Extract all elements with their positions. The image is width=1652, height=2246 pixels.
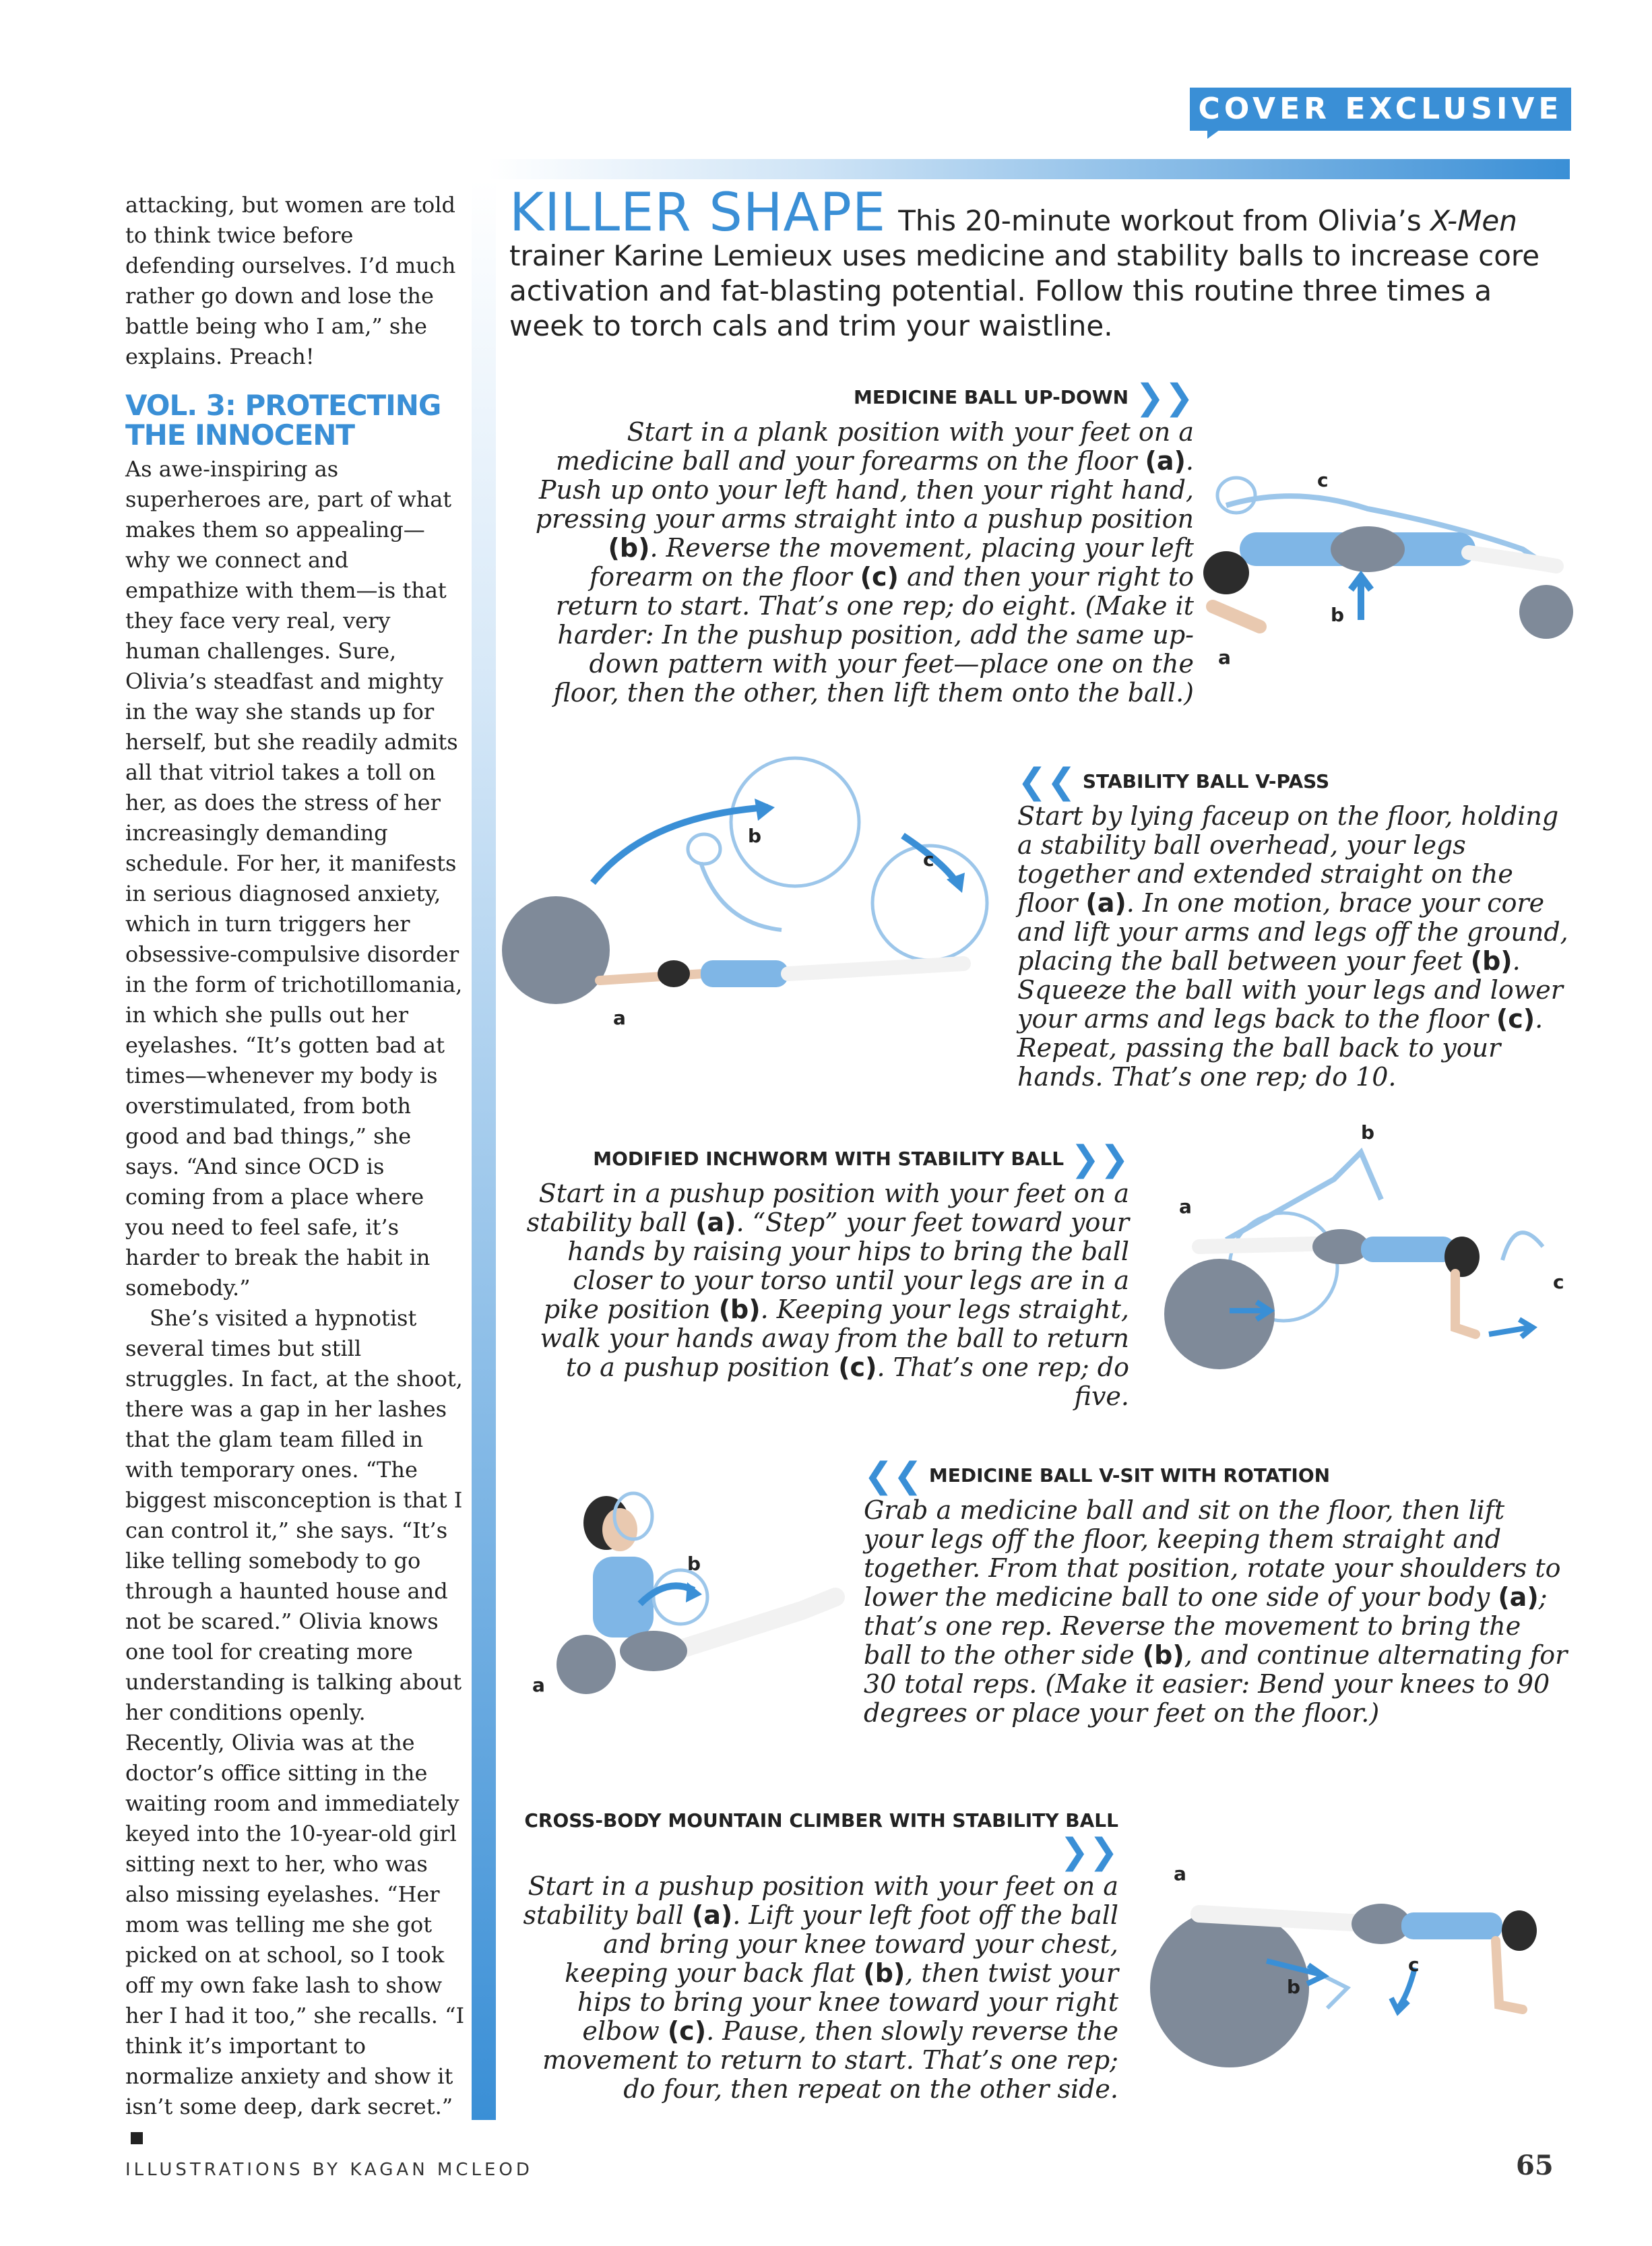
end-mark-icon [131,2132,143,2144]
medicine-ball-b-outline [654,1570,707,1624]
figure-hair [658,960,690,987]
exercise-5 [519,1809,1118,2104]
figure-hair [1203,551,1249,594]
figure-label-b: b [1331,604,1345,626]
badge-tail [1207,128,1222,139]
exercise-instructions: Start in a pushup position with your feet on a stability ball (a). Lift your left foot off the ball and bring your knee toward your chest, keeping your back flat (b), then twist your hips to bring your knee toward your right elbow (c). Pause, then slowly reverse the movement to return to start. That’s one rep; do four, then repeat on the other side. [523,1871,1118,2104]
stability-ball-b-outline [731,758,859,886]
page-number: 65 [1516,2150,1554,2181]
figure-torso [701,960,788,987]
figure-torso [1401,1912,1502,1939]
intro-text-2: trainer Karine Lemieux uses medicine and stability balls to increase core activation and fat-blasting potential. Follow this routine three times a week to torch cals and trim your waistline. [509,239,1540,342]
figure-head-outline [688,834,720,864]
stability-ball-a [502,896,610,1004]
arrow-curve-1 [593,807,768,883]
illustration-v-pass [499,748,997,1044]
figure-shorts [1312,1229,1369,1264]
figure-label-c: c [1317,469,1329,491]
figure-label-c: c [923,848,934,871]
arrow-head-icon [686,1582,702,1602]
exercise-instructions: Start by lying faceup on the floor, holding a stability ball overhead, your legs together and extended straight on the floor (a). In one motion, brace your core and lift your arms and legs off the ground, placing the ball between your feet (b). Squeeze the ball with your legs and lower your arms and legs back to the floor (c). Repeat, passing the ball back to your hands. That’s one rep; do 10. [1017,801,1568,1092]
figure-arms [1455,1274,1475,1334]
chevron-left-icon: ❮❮ [1017,761,1077,802]
figure-shorts [1331,526,1405,572]
exercise-title: MEDICINE BALL UP-DOWN ❯❯ [853,377,1194,418]
figure-legs [1469,553,1556,566]
figure-outline-c [1502,1233,1543,1260]
exercise-4 [864,1456,1571,1728]
chevron-right-icon: ❯❯ [1059,1832,1118,1872]
arrow-up-icon [1351,576,1371,620]
exercise-3 [526,1139,1129,1411]
article-left-column [125,190,466,2152]
exercise-title: CROSS-BODY MOUNTAIN CLIMBER WITH STABILITY BALL ❯❯ [524,1809,1118,1872]
section-heading: VOL. 3: PROTECTING THE INNOCENT [125,389,441,451]
medicine-ball [1519,585,1573,639]
sidebar-gradient-bar [472,179,496,2120]
figure-label-a: a [532,1674,545,1696]
figure-label-c: c [1408,1954,1420,1976]
figure-outline-b [701,863,782,930]
stability-ball-a [1164,1259,1275,1369]
figure-label-b: b [687,1553,701,1575]
figure-head-outline [1217,478,1255,513]
illustration-inchworm [1139,1112,1577,1375]
article-paragraph-text: She’s visited a hypnotist several times but still struggles. In fact, at the shoot, there was a gap in her lashes that the glam team filled in with temporary ones. “The biggest misconception is that I can control it,” she says. “It’s like telling somebody to go through a haunted house and not be scared.” Olivia knows one tool for creating more understanding is talking about her conditions openly. Recently, Olivia was at the doctor’s office sitting in the waiting room and immediately keyed into the 10-year-old girl sitting next to her, who was also missing eyelashes. “Her mom was telling me she got picked on at school, so I took off my own fake lash to show her I had it too,” she recalls. “I think it’s important to normalize anxiety and show it isn’t some deep, dark secret.” [125,1305,465,2119]
exercise-1 [516,377,1194,708]
figure-label-a: a [1174,1863,1186,1885]
figure-arms [1496,1941,1523,2009]
illustration-v-sit [519,1462,856,1712]
workout-intro [509,183,1560,344]
header-gradient-bar [488,159,1570,179]
stability-ball [1150,1908,1309,2067]
exercise-instructions: Start in a pushup position with your feet on a stability ball (a). “Step” your feet toward your hands by raising your hips to bring the ball closer to your torso until your legs are in a pike position (b). Keeping your legs straight, walk your hands away from the ball to return to a pushup position (c). That’s one rep; do five. [526,1179,1129,1411]
article-paragraph-last [125,1303,466,2152]
figure-hair [1502,1910,1537,1951]
intro-text-1: This 20-minute workout from Olivia’s [898,204,1422,237]
chevron-right-icon: ❯❯ [1135,377,1194,418]
medicine-ball-a [557,1635,616,1694]
workout-title: KILLER SHAPE [509,183,887,243]
figure-forearm [1213,606,1260,627]
figure-label-a: a [1179,1195,1192,1218]
figure-label-a: a [1218,646,1231,668]
figure-torso [1361,1237,1455,1262]
cover-exclusive-badge: COVER EXCLUSIVE [1190,88,1571,131]
exercise-title: ❮❮ STABILITY BALL V-PASS [1017,761,1330,802]
illustration-mountain-climber [1132,1833,1577,2076]
intro-movie-title: X-Men [1430,204,1517,237]
chevron-right-icon: ❯❯ [1070,1139,1129,1179]
figure-label-b: b [1361,1121,1375,1144]
exercise-2 [1017,761,1577,1092]
arrow-right-icon [1489,1319,1533,1337]
chevron-left-icon: ❮❮ [864,1456,923,1496]
article-paragraph: As awe-inspiring as superheroes are, part of what makes them so appealing—why we connect and empathize with them—is that they face very real, very human challenges. Sure, Olivia’s steadfast and mighty in the way she stands up for herself, but she readily admits all that vitriol takes a toll on her, as does the stress of her increasingly demanding schedule. For her, it manifests in serious diagnosed anxiety, which in turn triggers her obsessive-compulsive disorder in the form of trichotillomania, in which she pulls out her eyelashes. “It’s gotten bad at times—whenever my body is overstimulated, from both good and bad things,” she says. “And since OCD is coming from a place where you need to feel safe, it’s harder to break the habit in somebody.” [125,456,463,1301]
illustration-credit: ILLUSTRATIONS BY KAGAN MCLEOD [125,2160,533,2180]
article-paragraph: attacking, but women are told to think twice before defending ourselves. I’d much rather go down and lose the battle being who I am,” she explains. Preach! [125,192,456,369]
exercise-title: MODIFIED INCHWORM WITH STABILITY BALL ❯❯ [593,1139,1129,1179]
figure-hair [1444,1237,1480,1277]
figure-shorts [620,1631,687,1671]
figure-legs [1199,1914,1374,1924]
figure-label-b: b [748,825,762,847]
figure-legs [788,964,963,974]
exercise-instructions: Grab a medicine ball and sit on the floor, then lift your legs off the floor, keeping them straight and together. From that position, rotate your shoulders to lower the medicine ball to one side of your body (a); that’s one rep. Reverse the movement to bring the ball to the other side (b), and continue alternating for 30 total reps. (Make it easier: Bend your knees to 90 degrees or place your feet on the floor.) [864,1495,1568,1728]
exercise-title: ❮❮ MEDICINE BALL V-SIT WITH ROTATION [864,1456,1331,1496]
figure-label-b: b [1287,1976,1301,1998]
illustration-up-down [1199,445,1577,687]
arrow-head-1-icon [755,799,775,821]
exercise-instructions: Start in a plank position with your feet on a medicine ball and your forearms on the floor (a). Push up onto your left hand, then your right hand, pressing your arms straight into a pushup position (b). Reverse the movement, placing your left forearm on the floor (c) and then your right to return to start. That’s one rep; do eight. (Make it harder: In the pushup position, add the same up-down pattern with your feet—place one on the floor, then the other, then lift them onto the ball.) [535,417,1194,708]
figure-label-c: c [1553,1271,1564,1293]
figure-label-a: a [613,1007,626,1029]
